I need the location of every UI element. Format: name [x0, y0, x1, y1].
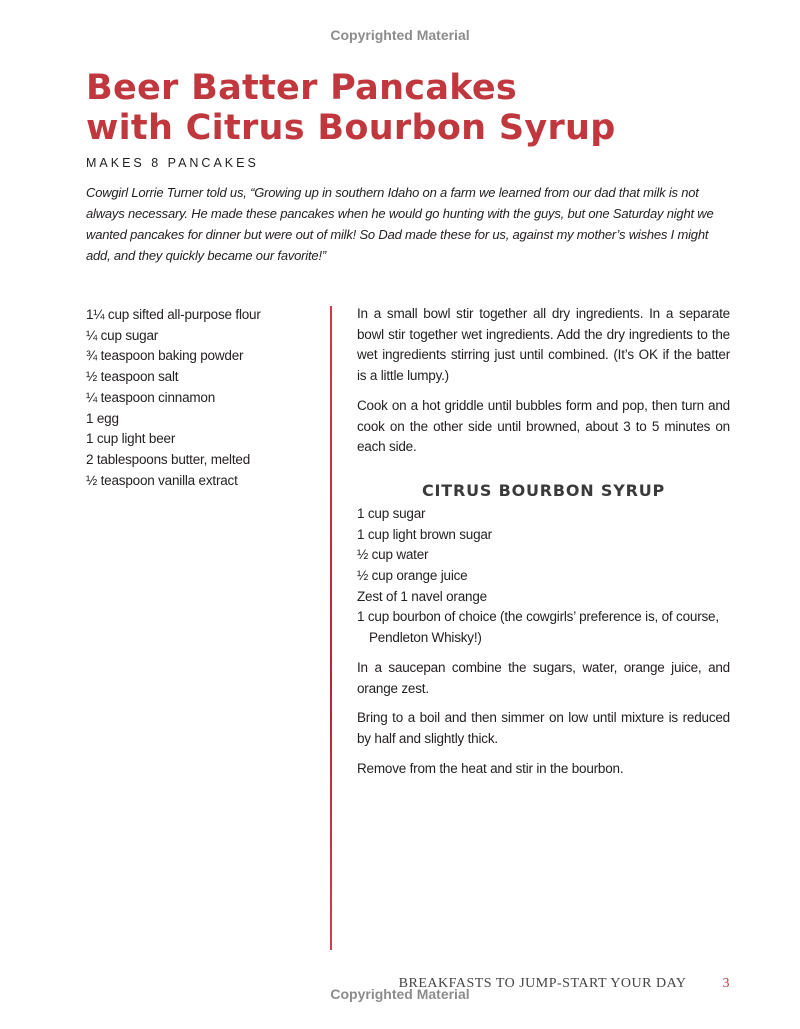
page-number: 3 — [722, 976, 730, 991]
syrup-ingredient-list — [357, 504, 730, 649]
recipe-title-line-1: Beer Batter Pancakes — [86, 68, 518, 108]
recipe-intro: Cowgirl Lorrie Turner told us, “Growing up in southern Idaho on a farm we learned from our dad that milk is not always necessary. He made these pancakes when he would go hunting with the guys, but one Saturday night we wanted pancakes for dinner but were out of milk! So Dad made these for us, against my mother’s wishes I might add, and they quickly became our favorite!” — [86, 185, 714, 263]
pancake-ingredient-list — [86, 305, 261, 491]
syrup-ingredient-item: ½ cup orange juice — [357, 568, 468, 584]
pancake-direction-step: In a small bowl stir together all dry ingredients. In a separate bowl stir together wet ingredients. Add the dry ingredients to the wet ingredients stirring just until combined. (It’s OK if the batter is a little lumpy.) — [357, 306, 730, 384]
column-divider — [330, 306, 332, 950]
ingredient-item: ¼ cup sugar — [86, 327, 159, 343]
syrup-ingredient-item: Zest of 1 navel orange — [357, 588, 487, 604]
ingredient-item: 1¼ cup sifted all-purpose flour — [86, 307, 261, 322]
footer-section-title: BREAKFASTS TO JUMP-START YOUR DAY — [398, 976, 687, 991]
ingredient-item: 2 tablespoons butter, melted — [86, 451, 251, 467]
ingredient-item: ½ teaspoon vanilla extract — [86, 472, 238, 488]
copyright-watermark-bottom: Copyrighted Material — [330, 986, 470, 1002]
syrup-ingredient-item: ½ cup water — [357, 547, 429, 563]
ingredient-item: ¼ teaspoon cinnamon — [86, 389, 216, 405]
syrup-direction-step: Bring to a boil and then simmer on low until mixture is reduced by half and slightly thick. — [357, 710, 730, 746]
directions-column — [357, 304, 730, 788]
ingredient-item: 1 cup light beer — [86, 431, 176, 447]
syrup-direction-step: Remove from the heat and stir in the bourbon. — [357, 760, 624, 776]
syrup-ingredient-item: 1 cup light brown sugar — [357, 526, 492, 542]
syrup-ingredient-item: 1 cup bourbon of choice (the cowgirls’ preference is, of course, Pendleton Whisky!) — [357, 609, 719, 646]
syrup-ingredient-item: 1 cup sugar — [357, 505, 426, 521]
syrup-heading: CITRUS BOURBON SYRUP — [421, 480, 666, 500]
recipe-yield: MAKES 8 PANCAKES — [86, 156, 259, 170]
ingredient-item: ¾ teaspoon baking powder — [86, 348, 244, 364]
recipe-title-line-2: with Citrus Bourbon Syrup — [86, 108, 616, 148]
copyright-watermark-top: Copyrighted Material — [330, 27, 470, 43]
ingredient-item: ½ teaspoon salt — [86, 369, 179, 385]
syrup-direction-step: In a saucepan combine the sugars, water, orange juice, and orange zest. — [357, 659, 730, 696]
pancake-direction-step: Cook on a hot griddle until bubbles form and pop, then turn and cook on the other side until browned, about 3 to 5 minutes on each side. — [357, 397, 730, 455]
ingredient-item: 1 egg — [86, 410, 119, 426]
recipe-title — [86, 68, 616, 148]
